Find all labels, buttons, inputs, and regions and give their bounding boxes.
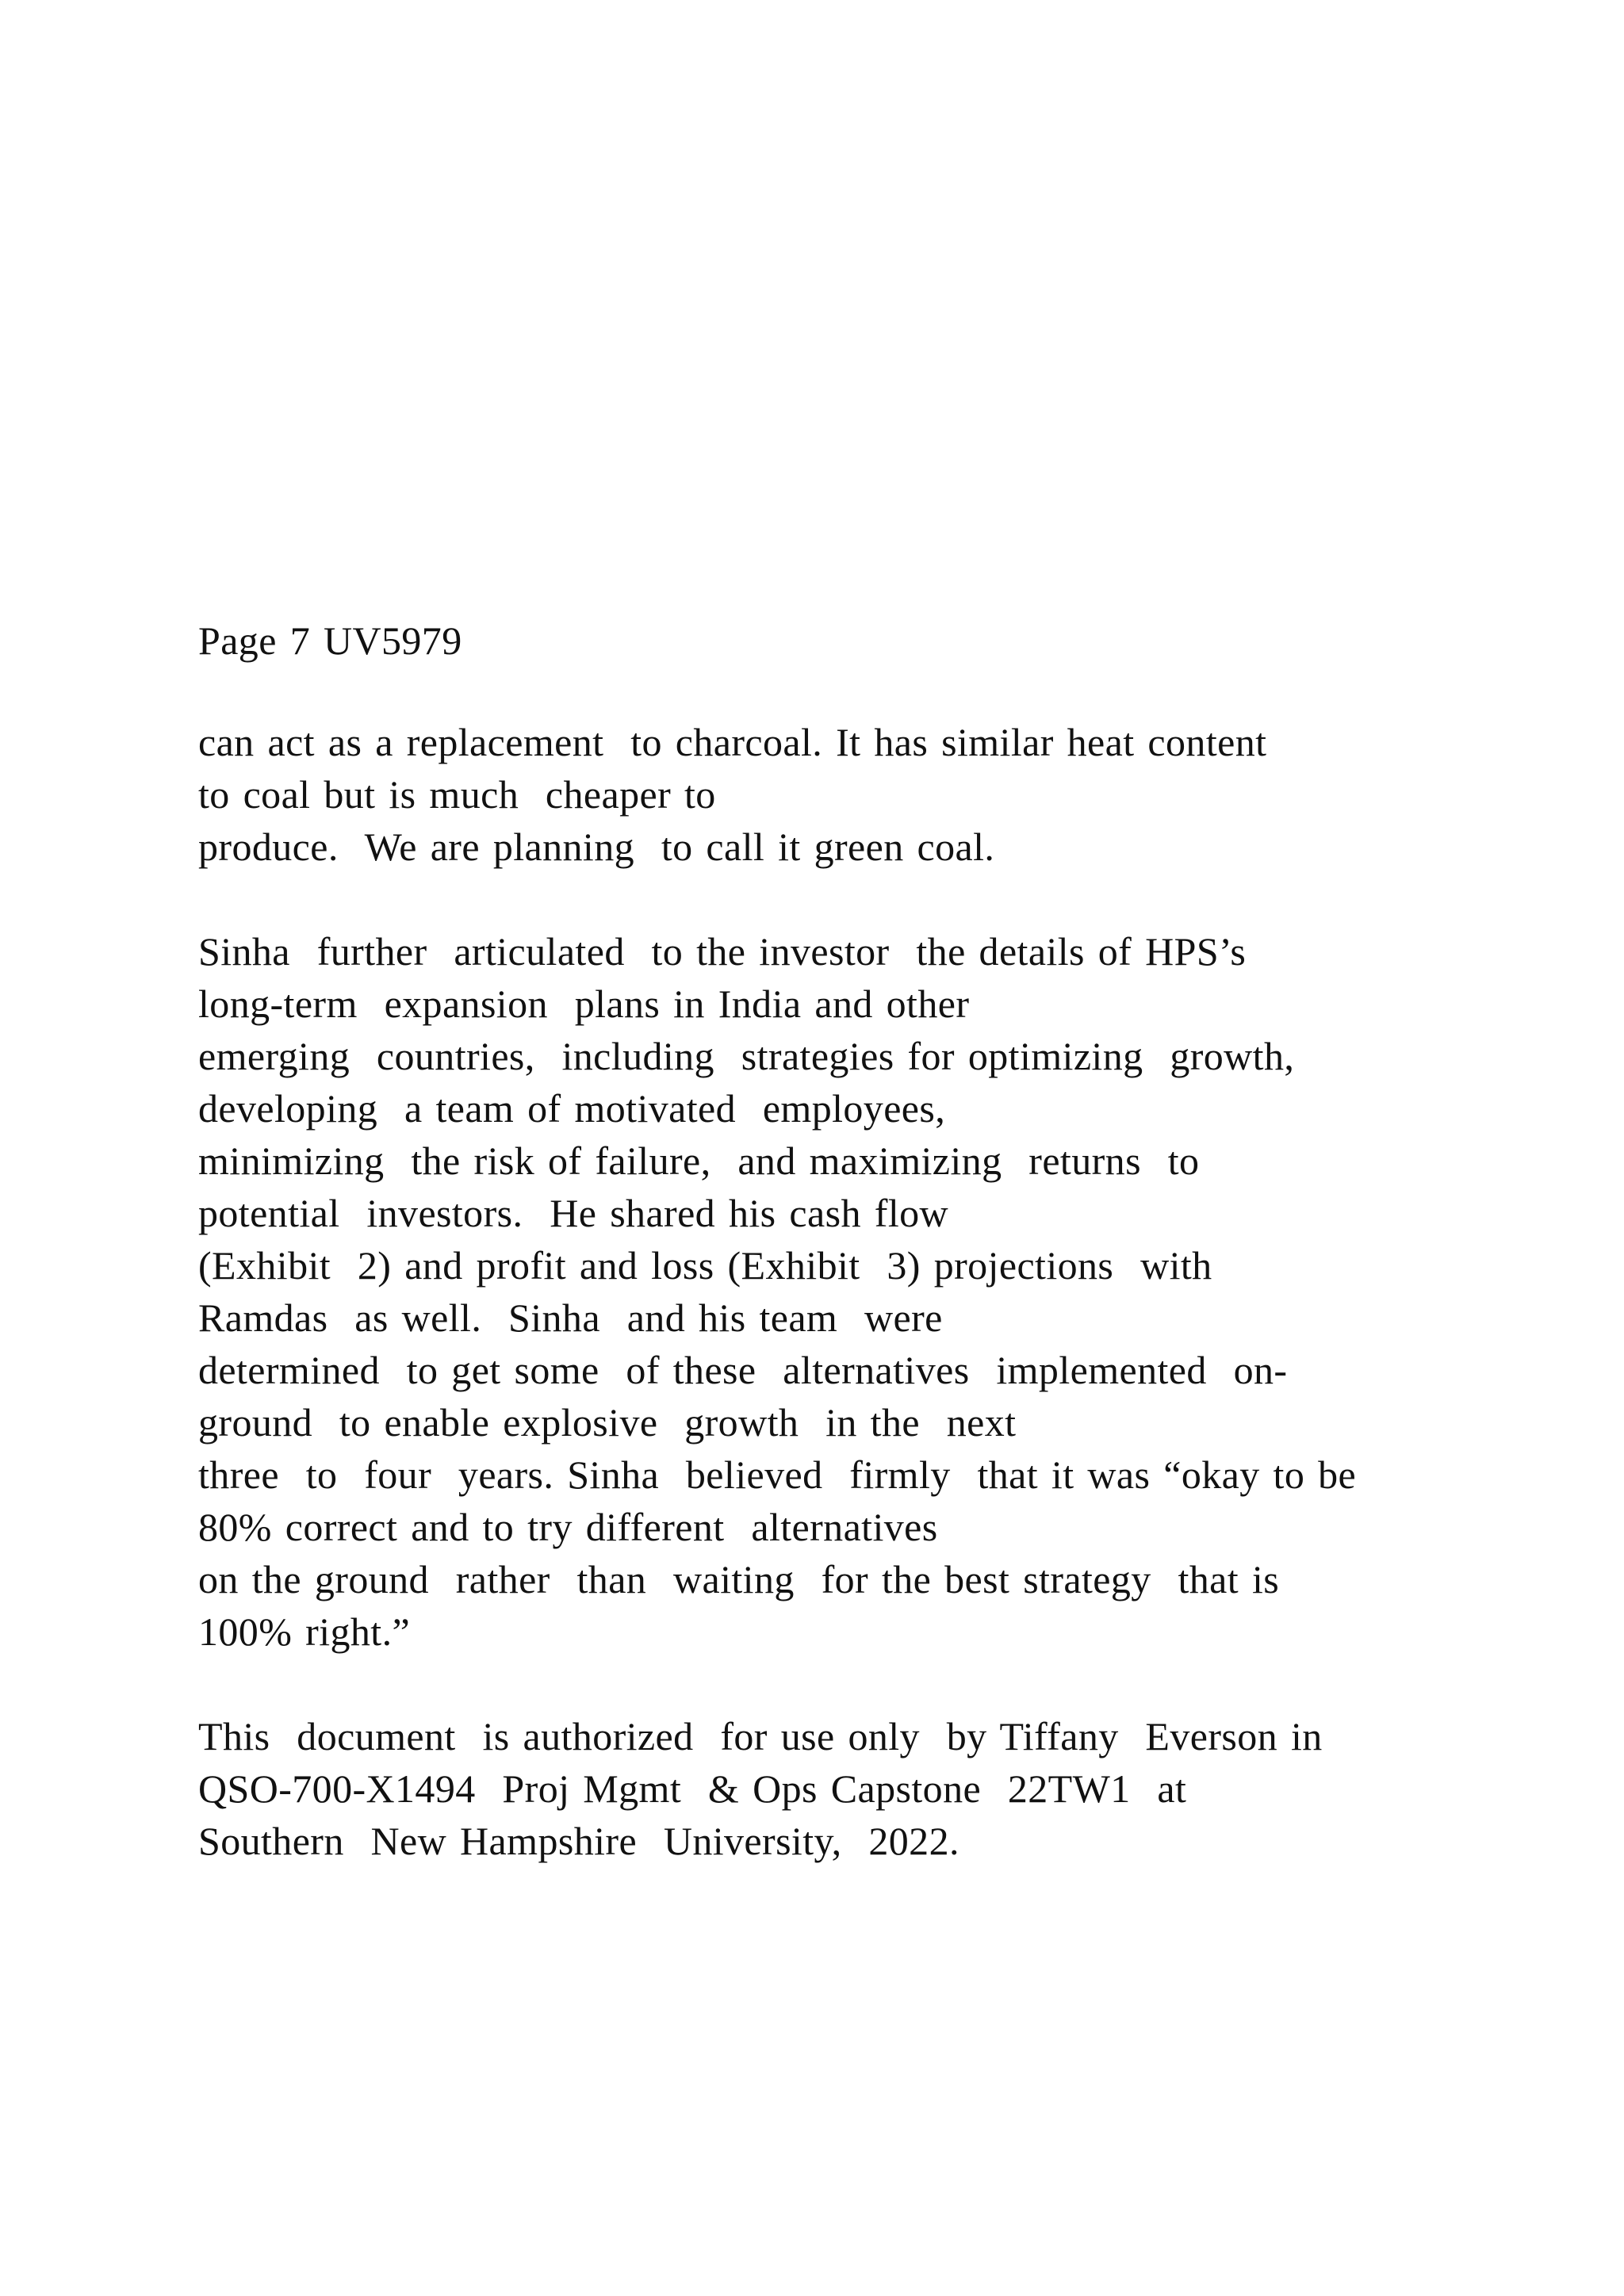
paragraph-line: QSO-700-X1494 Proj Mgmt & Ops Capstone 22TW1 at bbox=[198, 1766, 1187, 1811]
paragraph-line: Sinha further articulated to the investor the details of HPS’s bbox=[198, 929, 1247, 974]
paragraph-line: 80% correct and to try different alternatives bbox=[198, 1505, 938, 1549]
authorization-notice bbox=[198, 1710, 1499, 1867]
paragraph-line: (Exhibit 2) and profit and loss (Exhibit 3) projections with bbox=[198, 1243, 1212, 1288]
paragraph-line: produce. We are planning to call it green coal. bbox=[198, 825, 995, 869]
paragraph-line: potential investors. He shared his cash flow bbox=[198, 1191, 949, 1235]
paragraph-line: minimizing the risk of failure, and maximizing returns to bbox=[198, 1138, 1200, 1183]
paragraph-line: to coal but is much cheaper to bbox=[198, 772, 716, 817]
paragraph-green-coal bbox=[198, 716, 1499, 873]
paragraph-line: emerging countries, including strategies for optimizing growth, bbox=[198, 1034, 1295, 1078]
paragraph-line: three to four years. Sinha believed firmly that it was “okay to be bbox=[198, 1452, 1357, 1497]
page-number-label: Page 7 UV5979 bbox=[198, 618, 462, 663]
paragraph-line: This document is authorized for use only by Tiffany Everson in bbox=[198, 1714, 1323, 1758]
page-header bbox=[198, 614, 1499, 667]
paragraph-line: Southern New Hampshire University, 2022. bbox=[198, 1819, 959, 1863]
paragraph-expansion-plans bbox=[198, 925, 1499, 1658]
paragraph-line: developing a team of motivated employees, bbox=[198, 1086, 946, 1131]
paragraph-line: ground to enable explosive growth in the next bbox=[198, 1400, 1017, 1445]
paragraph-line: determined to get some of these alternatives implemented on- bbox=[198, 1348, 1288, 1392]
paragraph-line: long-term expansion plans in India and other bbox=[198, 982, 970, 1026]
paragraph-line: on the ground rather than waiting for the best strategy that is bbox=[198, 1557, 1280, 1601]
paragraph-line: can act as a replacement to charcoal. It has similar heat content bbox=[198, 720, 1267, 764]
paragraph-line: Ramdas as well. Sinha and his team were bbox=[198, 1295, 943, 1340]
paragraph-line: 100% right.” bbox=[198, 1609, 411, 1654]
